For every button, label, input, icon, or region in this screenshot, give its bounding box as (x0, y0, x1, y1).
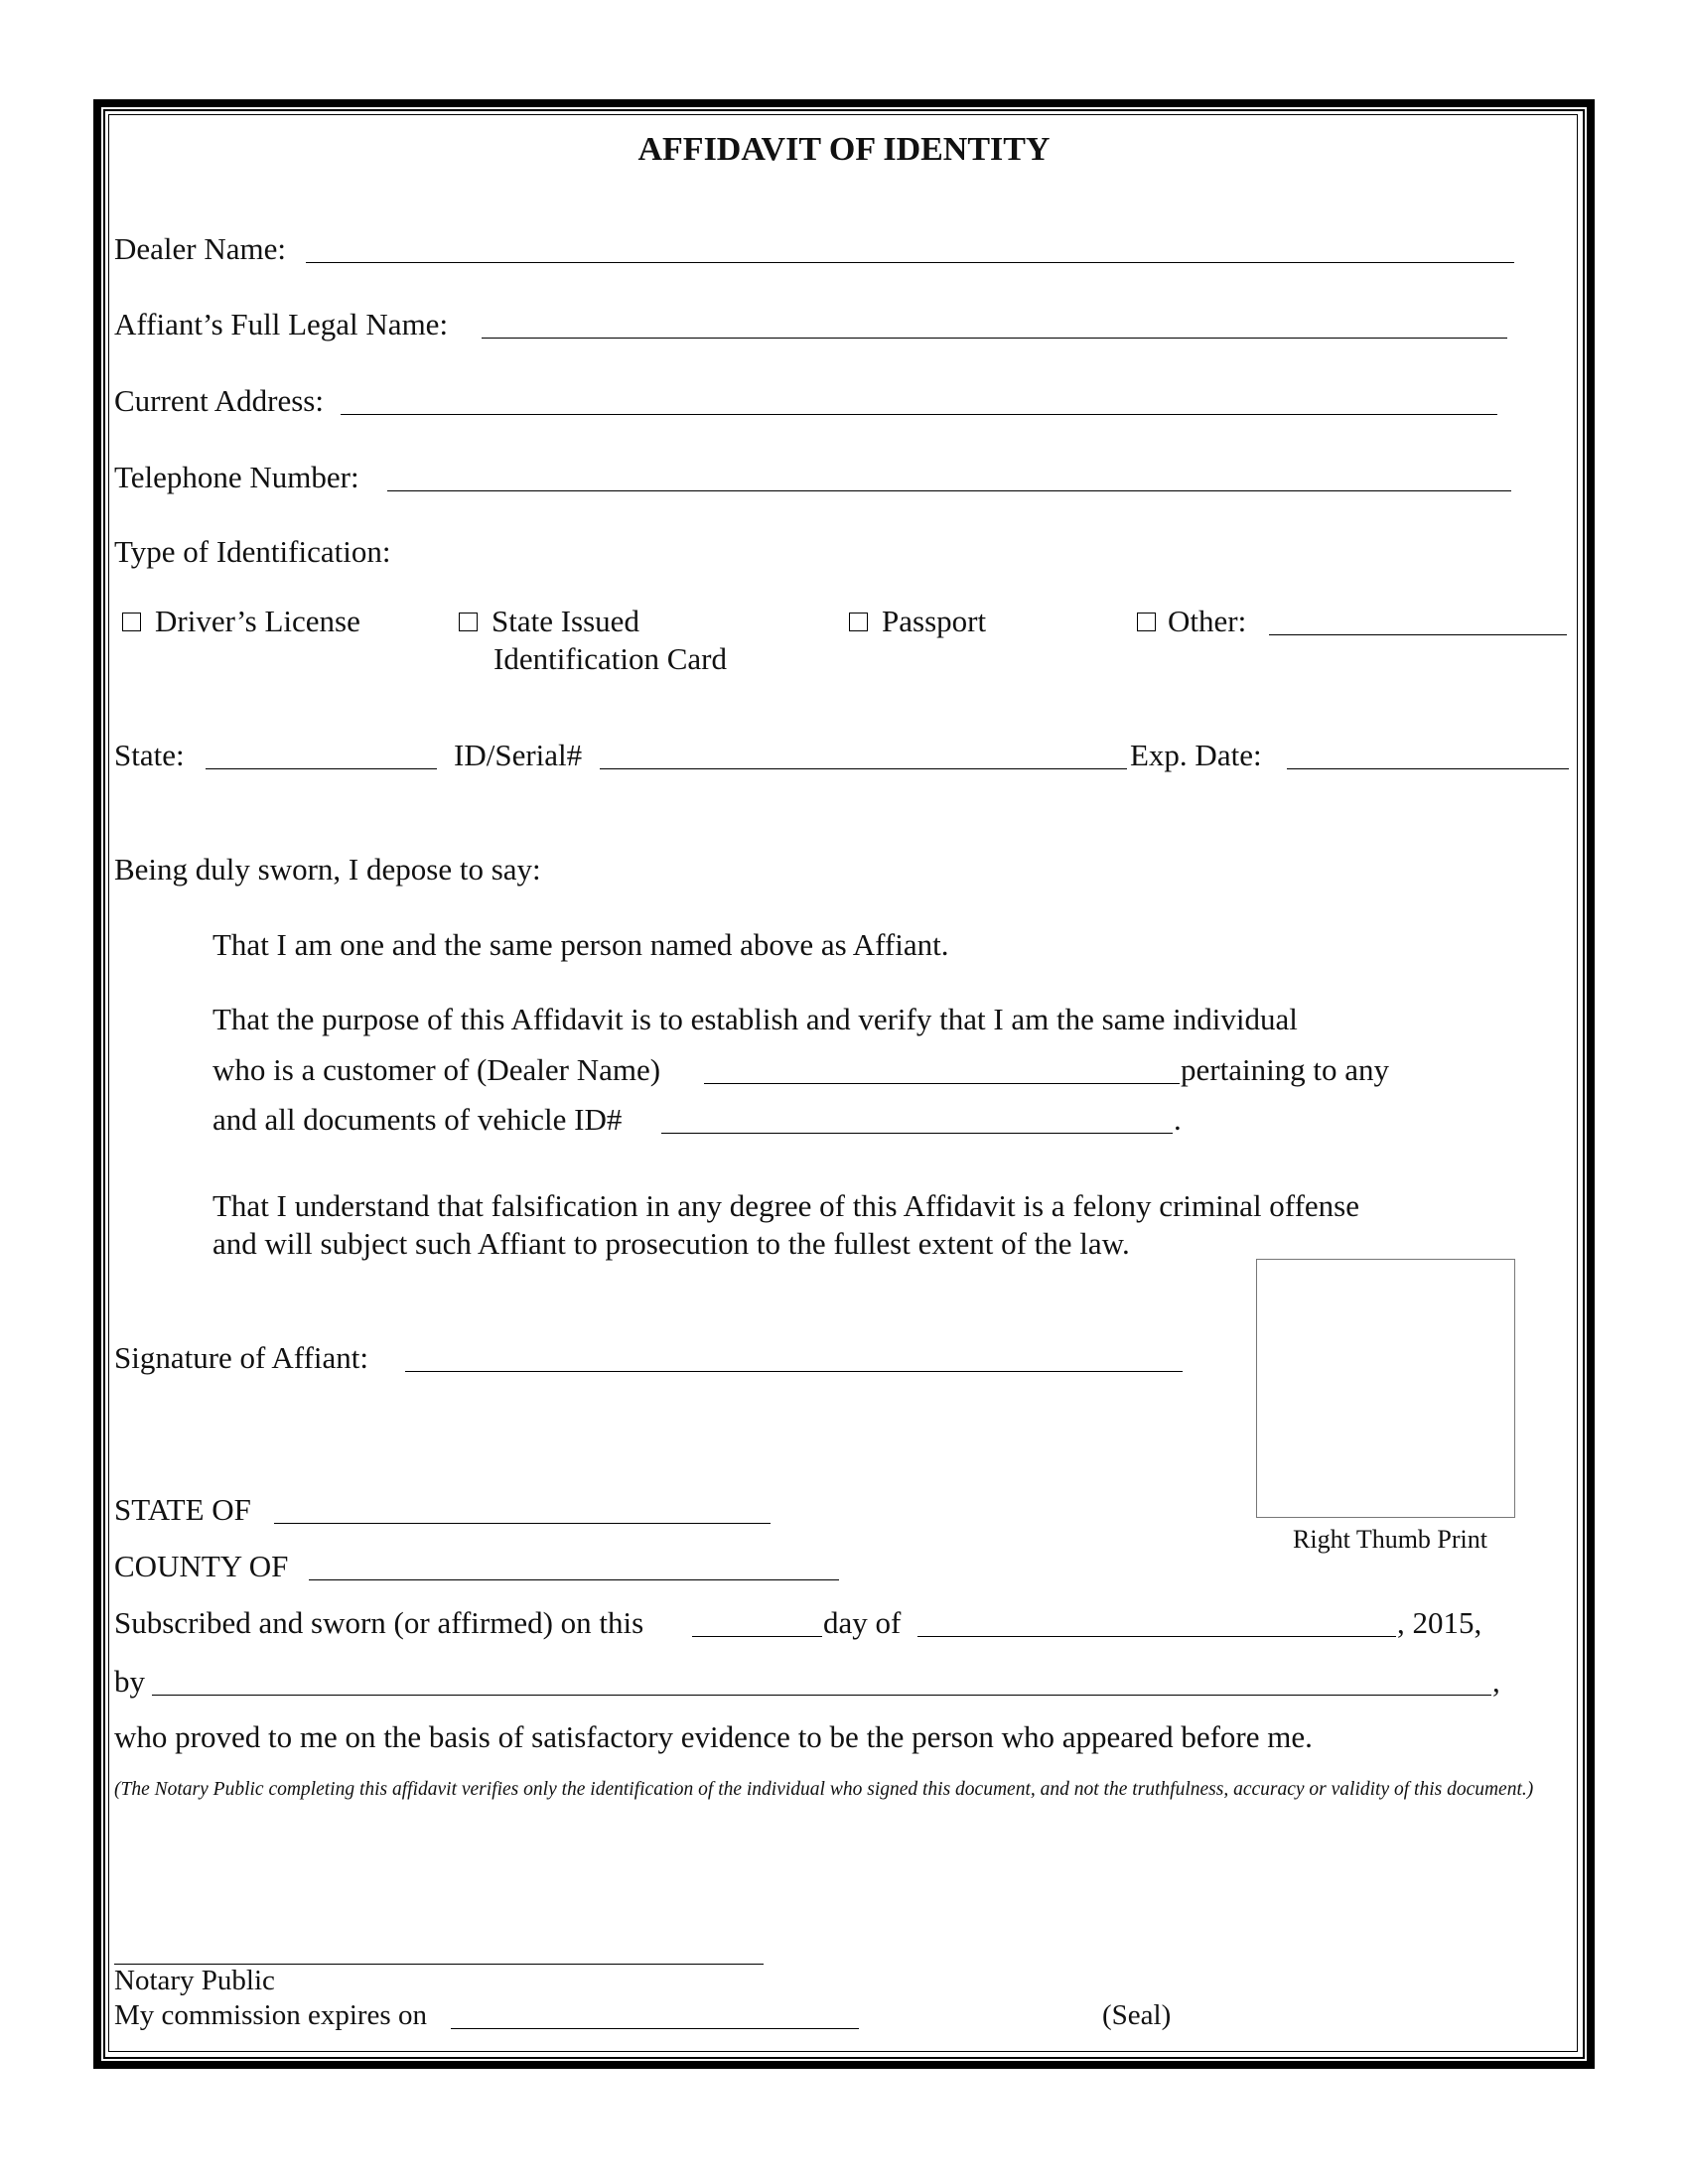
subscribed-label: Subscribed and sworn (or affirmed) on this (114, 1605, 644, 1640)
county-of-label: COUNTY OF (114, 1549, 289, 1583)
passport-label: Passport (882, 604, 987, 638)
affiant-name-field[interactable] (482, 305, 1507, 339)
affiant-name-label: Affiant’s Full Legal Name: (114, 307, 449, 341)
day-field[interactable] (692, 1603, 822, 1637)
year-text: , 2015, (1397, 1605, 1482, 1640)
serial-label: ID/Serial# (454, 738, 583, 772)
state-label: State: (114, 738, 185, 772)
by-row (0, 1662, 1688, 1702)
seal-label: (Seal) (1102, 1999, 1172, 2031)
state-id-checkbox[interactable] (459, 613, 478, 631)
notary-public-label: Notary Public (114, 1965, 275, 1996)
notary-public-row (0, 1961, 1688, 2000)
other-label: Other: (1168, 604, 1247, 638)
telephone-field[interactable] (387, 458, 1511, 491)
telephone-row (0, 458, 1688, 497)
statement-intro-text: Being duly sworn, I depose to say: (114, 852, 541, 887)
exp-date-label: Exp. Date: (1130, 738, 1262, 772)
customer-dealer-field[interactable] (704, 1050, 1180, 1084)
statement-p2-line2 (0, 1050, 1688, 1090)
by-comma: , (1492, 1664, 1500, 1699)
statement-p3-line1 (0, 1186, 1688, 1226)
notary-signature-field[interactable] (114, 1931, 764, 1965)
vehicle-id-field[interactable] (661, 1100, 1173, 1134)
state-field[interactable] (206, 736, 437, 769)
notary-footnote: (The Notary Public completing this affidavit verifies only the identification of the individual who signed this document, and not the truthfulness, accuracy or validity of this document.) (114, 1779, 1534, 1800)
thumb-print-caption: Right Thumb Print (1293, 1525, 1487, 1554)
statement-p2-text: That the purpose of this Affidavit is to establish and verify that I am the same individual (212, 1002, 1298, 1036)
vehicle-id-label: and all documents of vehicle ID# (212, 1102, 623, 1137)
exp-date-field[interactable] (1287, 736, 1569, 769)
other-checkbox[interactable] (1137, 613, 1156, 631)
signature-label: Signature of Affiant: (114, 1340, 368, 1375)
statement-p2-line1 (0, 1000, 1688, 1039)
by-label: by (114, 1664, 145, 1699)
drivers-license-label: Driver’s License (155, 604, 360, 638)
statement-intro (0, 850, 1688, 889)
by-field[interactable] (152, 1662, 1491, 1696)
statement-p3-text: That I understand that falsification in any degree of this Affidavit is a felony criminal offense (212, 1188, 1359, 1223)
state-id-label: State Issued (492, 604, 639, 638)
state-id-label-line2: Identification Card (493, 641, 727, 676)
commission-row (0, 1995, 1688, 2035)
statement-p1-text: That I am one and the same person named above as Affiant. (212, 927, 949, 962)
commission-field[interactable] (451, 1995, 859, 2029)
statement-p1 (0, 925, 1688, 965)
statement-p3-line2 (0, 1224, 1688, 1264)
dealer-name-row (0, 229, 1688, 269)
id-details-row (0, 736, 1688, 775)
county-of-field[interactable] (309, 1547, 839, 1580)
address-label: Current Address: (114, 383, 324, 418)
dealer-name-field[interactable] (306, 229, 1514, 263)
pertaining-text: pertaining to any (1181, 1052, 1390, 1087)
state-of-row (0, 1490, 1688, 1530)
statement-p3-text-2: and will subject such Affiant to prosecution to the fullest extent of the law. (212, 1226, 1130, 1261)
page-title: AFFIDAVIT OF IDENTITY (637, 131, 1051, 168)
county-of-row (0, 1547, 1688, 1586)
thumb-print-box (1256, 1259, 1515, 1518)
other-field[interactable] (1269, 602, 1567, 635)
signature-row (0, 1338, 1688, 1378)
signature-field[interactable] (405, 1338, 1183, 1372)
id-options-row-2 (0, 639, 1688, 679)
proved-text: who proved to me on the basis of satisfactory evidence to be the person who appeared before me. (114, 1719, 1313, 1754)
state-of-field[interactable] (274, 1490, 771, 1524)
id-type-label: Type of Identification: (114, 534, 391, 569)
address-field[interactable] (341, 381, 1497, 415)
proved-row (0, 1717, 1688, 1757)
day-of-label: day of (823, 1605, 902, 1640)
id-options-row (0, 602, 1688, 641)
drivers-license-checkbox[interactable] (122, 613, 141, 631)
id-type-row (0, 532, 1688, 572)
serial-field[interactable] (600, 736, 1127, 769)
customer-of-label: who is a customer of (Dealer Name) (212, 1052, 661, 1087)
month-field[interactable] (917, 1603, 1396, 1637)
passport-checkbox[interactable] (849, 613, 868, 631)
statement-p2-line3 (0, 1100, 1688, 1140)
affiant-name-row (0, 305, 1688, 344)
dealer-name-label: Dealer Name: (114, 231, 286, 266)
state-of-label: STATE OF (114, 1492, 251, 1527)
address-row (0, 381, 1688, 421)
telephone-label: Telephone Number: (114, 460, 359, 494)
subscribed-row (0, 1603, 1688, 1643)
commission-label: My commission expires on (114, 1999, 427, 2031)
period-text: . (1174, 1102, 1182, 1137)
